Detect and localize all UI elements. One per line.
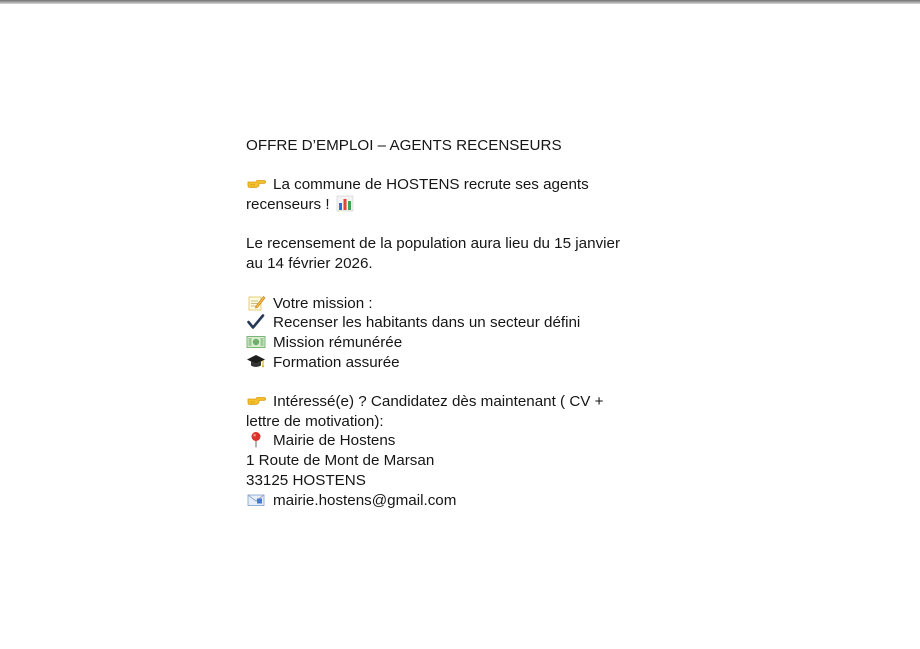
address-street: 1 Route de Mont de Marsan [246, 452, 435, 470]
check-mark-icon [246, 313, 266, 330]
mission-item-text: Mission rémunérée [273, 333, 403, 351]
job-offer-document [246, 136, 676, 510]
mission-item-text: Recenser les habitants dans un secteur défini [273, 314, 581, 332]
mission-heading-text: Votre mission : [273, 294, 373, 312]
address-city: 33125 HOSTENS [246, 471, 366, 489]
offer-title: OFFRE D’EMPLOI – AGENTS RECENSEURS [246, 137, 562, 154]
bar-chart-icon [336, 195, 356, 212]
address-name: Mairie de Hostens [273, 432, 396, 450]
memo-icon [246, 294, 266, 311]
backhand-index-pointing-right-icon [246, 392, 266, 409]
envelope-icon [246, 491, 266, 508]
intro-text-1: La commune de HOSTENS recrute ses agents [273, 176, 589, 194]
email-line [246, 491, 676, 511]
backhand-index-pointing-right-icon [246, 175, 266, 192]
apply-line-1 [246, 392, 676, 412]
mission-heading [246, 294, 676, 314]
graduation-cap-icon [246, 353, 266, 370]
email-link[interactable]: mairie.hostens@gmail.com [273, 491, 457, 509]
spacer [246, 372, 676, 392]
dates-line-2: au 14 février 2026. [246, 255, 373, 273]
round-pushpin-icon [246, 431, 266, 448]
apply-line-2: lettre de motivation): [246, 412, 384, 430]
spacer [246, 156, 676, 176]
intro-line-2 [246, 195, 676, 215]
intro-text-2: recenseurs ! [246, 196, 330, 214]
intro-line-1 [246, 175, 676, 195]
mission-item-text: Formation assurée [273, 353, 400, 371]
scan-top-edge [0, 0, 920, 4]
banknote-icon [246, 333, 266, 350]
spacer [246, 274, 676, 294]
apply-text-1: Intéressé(e) ? Candidatez dès maintenant ( CV + [273, 393, 604, 411]
mission-item-recenser [246, 313, 676, 333]
dates-line-1: Le recensement de la population aura lieu du 15 janvier [246, 235, 621, 253]
address-name-line [246, 431, 676, 451]
mission-item-remuneree [246, 333, 676, 353]
mission-item-formation [246, 353, 676, 373]
spacer [246, 215, 676, 235]
